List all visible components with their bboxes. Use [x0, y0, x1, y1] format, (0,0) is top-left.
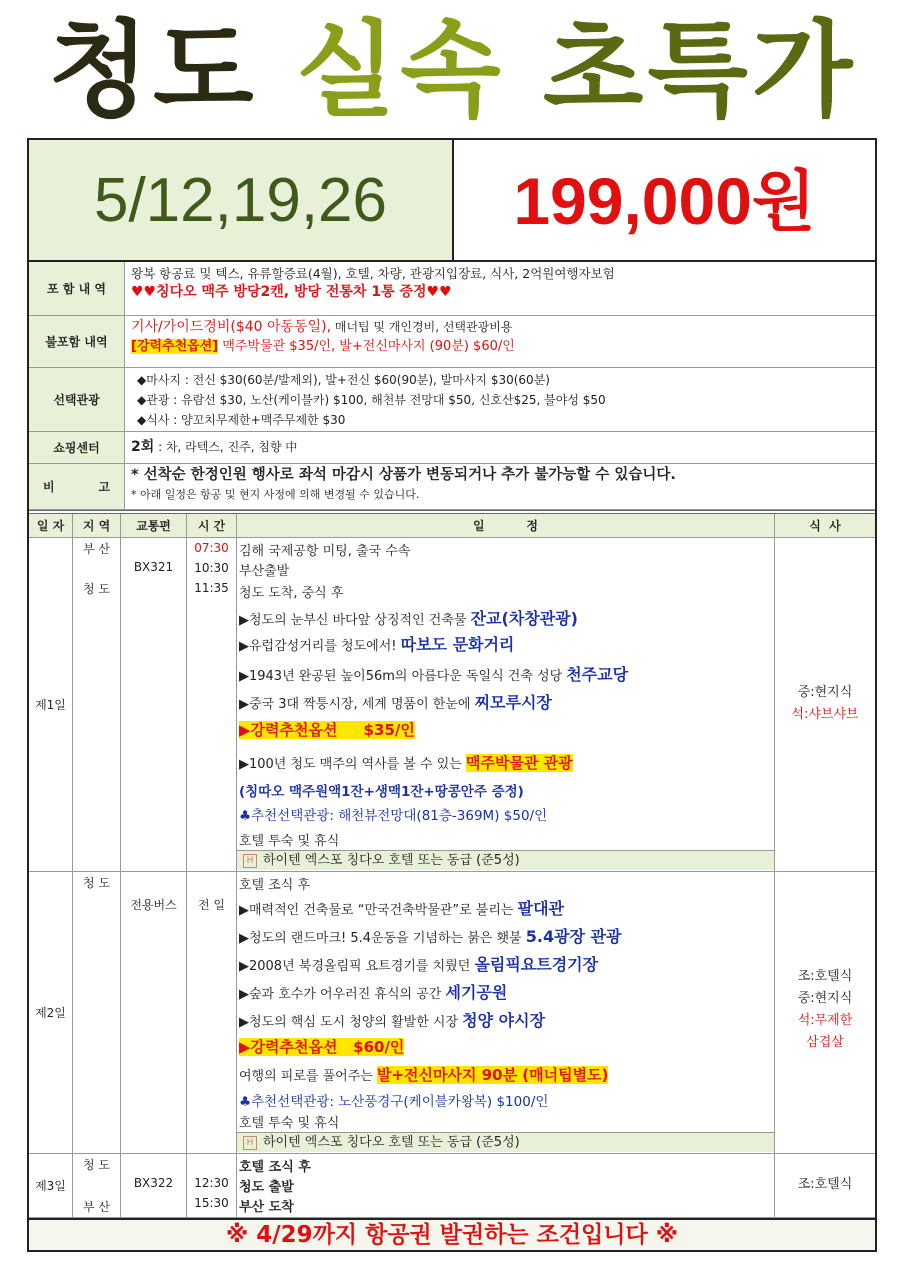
- day1-transport: [121, 538, 187, 872]
- d1-s9a: ▶100년 청도 맥주의 역사를 볼 수 있는: [239, 757, 466, 772]
- day2-time1: 전 일: [198, 898, 225, 912]
- d3-meal1: 조:호텔식: [797, 1177, 853, 1192]
- note-line1: * 선착순 한정인원 행사로 좌석 마감시 상품가 변동되거나 추가 불가능할 수 있습니다.: [131, 467, 676, 483]
- d1-s2: 부산출발: [239, 564, 290, 579]
- footer-notice: ※ 4/29까지 항공권 발권하는 조건입니다 ※: [29, 1218, 875, 1250]
- d2-hotel-text: 하이텐 엑스포 칭다오 호텔 또는 동급 (준5성): [263, 1135, 520, 1150]
- title-part2: 실속: [295, 9, 505, 131]
- d3-meal: [775, 1174, 875, 1196]
- page-title: [0, 0, 905, 140]
- d2-s6b: 청양 야시장: [462, 1011, 546, 1030]
- th-time: 시 간: [187, 514, 237, 538]
- day1-time2: 10:30: [194, 561, 229, 575]
- note-label: [29, 464, 125, 510]
- exclude-rest: 매너팁 및 개인경비, 선택관광비용: [331, 320, 513, 334]
- option-massage: ◆마사지 : 전신 $30(60분/발제외), 발+전신 $60(90분), 발마사지 $30(60분): [137, 373, 550, 387]
- include-label: 포 함 내 역: [29, 262, 125, 316]
- day3-place: [73, 1154, 121, 1218]
- d1-s11: [239, 804, 547, 824]
- d1-hotel-text: 하이텐 엑스포 칭다오 호텔 또는 동급 (준5성): [263, 853, 520, 868]
- d2-s3b: 5.4광장 관광: [525, 927, 622, 946]
- d2-s10: 호텔 투숙 및 휴식: [239, 1116, 340, 1131]
- d2-s9: [239, 1090, 548, 1110]
- exclude-label: 불포함 내역: [29, 316, 125, 368]
- d1-s5a: ▶유럽감성거리를 청도에서!: [239, 639, 401, 654]
- d2-s8b: 발+전신마사지 90분 (매너팁별도): [376, 1066, 609, 1084]
- d2-s5a: ▶숲과 호수가 어우러진 휴식의 공간: [239, 987, 446, 1002]
- title-part3: 초특가: [542, 9, 857, 131]
- include-line1: 왕복 항공료 및 텍스, 유류할증료(4월), 호텔, 차량, 관광지입장료, 식사, 2억원여행자보험: [131, 266, 615, 281]
- day2-place1: 청 도: [83, 876, 110, 890]
- note-value: [125, 464, 875, 510]
- dates-text: 5/12,19,26: [93, 166, 388, 235]
- d3-s3: 부산 도착: [239, 1200, 294, 1215]
- d2-s8a: 여행의 피로를 풀어주는: [239, 1069, 377, 1084]
- d1-s9: [239, 752, 573, 773]
- note-line2: * 아래 일정은 항공 및 현지 사정에 의해 변경될 수 있습니다.: [131, 488, 420, 501]
- d2-s2b: 팔대관: [517, 899, 564, 918]
- d3-s1: 호텔 조식 후: [239, 1160, 311, 1175]
- d2-s4b: 올림픽요트경기장: [474, 955, 599, 974]
- d1-s6: [239, 662, 628, 685]
- d2-s1: 호텔 조식 후: [239, 878, 311, 893]
- exclude-option-rest: 맥주박물관 $35/인, 발+전신마사지 (90분) $60/인: [218, 339, 515, 354]
- option-tour: ◆관광 : 유람선 $30, 노산(케이블카) $100, 해천뷰 전망대 $50, 신호산$25, 불야성 $50: [137, 393, 606, 407]
- day3-label: 제3일: [29, 1154, 73, 1218]
- shopping-count: 2회: [131, 439, 155, 455]
- option-value: [125, 368, 875, 432]
- d2-s3a: ▶청도의 랜드마크! 5.4운동을 기념하는 붉은 횃불: [239, 931, 526, 946]
- d2-s2: [239, 896, 564, 919]
- th-transport: 교통편: [121, 514, 187, 538]
- shopping-label: 쇼핑센터: [29, 432, 125, 464]
- d2-s5: [239, 980, 507, 1003]
- d1-s5: [239, 632, 514, 655]
- d2-s8: [239, 1064, 608, 1085]
- shopping-rest: : 차, 라텍스, 진주, 침향 中: [154, 440, 298, 454]
- day1-place: [73, 538, 121, 872]
- d2-s6a: ▶청도의 핵심 도시 청양의 활발한 시장: [239, 1015, 463, 1030]
- d1-s11-text: ♣추천선택관광: 해천뷰전망대(81층-369M) $50/인: [239, 808, 548, 824]
- d2-meal3: 석:무제한: [797, 1013, 853, 1028]
- d1-hotel: [237, 850, 774, 870]
- d1-s7: [239, 690, 552, 713]
- day3-place1: 청 도: [83, 1158, 110, 1172]
- include-line2: ♥♥칭다오 맥주 방당2캔, 방당 전통차 1통 증정♥♥: [131, 284, 452, 300]
- d1-s5b: 따보도 문화거리: [400, 635, 515, 654]
- d2-s3: [239, 924, 621, 947]
- hotel-icon: H: [243, 854, 257, 868]
- d1-s7a: ▶중국 3대 짝퉁시장, 세계 명품이 한눈에: [239, 697, 475, 712]
- d1-s12: 호텔 투숙 및 휴식: [239, 834, 340, 849]
- d2-s6: [239, 1008, 545, 1031]
- day3-time2: 15:30: [194, 1196, 229, 1210]
- d1-s9b: 맥주박물관 관광: [466, 754, 573, 772]
- d1-s1: 김해 국제공항 미팅, 출국 수속: [239, 544, 411, 559]
- d2-s9-text: ♣추천선택관광: 노산풍경구(케이블카왕복) $100/인: [239, 1094, 549, 1110]
- exclude-value: [125, 316, 875, 368]
- day1-flight: BX321: [133, 560, 174, 574]
- d2-s4a: ▶2008년 북경올림픽 요트경기를 치뤘던: [239, 959, 475, 974]
- shopping-value: [125, 432, 875, 464]
- d2-option: ▶강력추천옵션 $60/인: [239, 1038, 405, 1056]
- exclude-option-tag: [강력추천옵션]: [131, 339, 219, 354]
- d1-option: ▶강력추천옵션 $35/인: [239, 721, 415, 739]
- d1-s10: (칭따오 맥주원액1잔+생맥1잔+땅콩안주 증정): [239, 784, 524, 800]
- departure-dates: [29, 140, 454, 262]
- d1-meal: [775, 682, 875, 726]
- day3-flight: BX322: [133, 1176, 174, 1190]
- d1-s6b: 천주교당: [566, 665, 629, 684]
- tour-sheet: [27, 138, 877, 1252]
- d1-meal2: 석:샤브샤브: [791, 707, 859, 722]
- include-value: [125, 262, 875, 316]
- title-part1: 청도: [48, 9, 258, 131]
- day3-time1: 12:30: [194, 1176, 229, 1190]
- d1-s3: 청도 도착, 중식 후: [239, 586, 344, 601]
- day2-place: [73, 872, 121, 1154]
- day2-time: [187, 872, 237, 1154]
- option-meal: ◆식사 : 양꼬치무제한+맥주무제한 $30: [137, 413, 346, 427]
- day2-bus: 전용버스: [130, 898, 177, 912]
- day3-schedule-cell: [237, 1154, 775, 1218]
- day1-place2: 청 도: [83, 582, 110, 596]
- th-day: 일 자: [29, 514, 73, 538]
- d1-s4b: 잔교(차창관광): [470, 609, 578, 628]
- d2-s5b: 세기공원: [445, 983, 508, 1002]
- d2-meal4: 삼겹살: [806, 1035, 844, 1050]
- d1-s7b: 찌모루시장: [474, 693, 552, 712]
- d2-s7: [239, 1036, 404, 1057]
- exclude-fee: 기사/가이드경비($40 아동동일),: [131, 319, 332, 335]
- day1-time3: 11:35: [194, 581, 229, 595]
- d1-meal1: 중:현지식: [797, 685, 853, 700]
- day3-time: [187, 1154, 237, 1218]
- option-label: 선택관광: [29, 368, 125, 432]
- d2-meal: [775, 966, 875, 1054]
- hotel-icon: H: [243, 1136, 257, 1150]
- th-schedule: 일 정: [237, 514, 775, 538]
- d1-s6a: ▶1943년 완공된 높이56m의 아름다운 독일식 건축 성당: [239, 669, 567, 684]
- day1-place1: 부 산: [83, 542, 110, 556]
- day1-time1: 07:30: [194, 541, 229, 555]
- price-text: 199,000원: [513, 164, 816, 238]
- d2-s2a: ▶매력적인 건축물로 “만국건축박물관”로 불리는: [239, 903, 518, 918]
- d2-meal2: 중:현지식: [797, 991, 853, 1006]
- day2-transport: [121, 872, 187, 1154]
- day1-time: [187, 538, 237, 872]
- day1-label: 제1일: [29, 538, 73, 872]
- d1-s8: [239, 719, 415, 740]
- day3-transport: [121, 1154, 187, 1218]
- day3-place2: 부 산: [83, 1200, 110, 1214]
- note-label-2: 고: [98, 480, 110, 494]
- d3-s2: 청도 출발: [239, 1180, 294, 1195]
- note-label-1: 비: [43, 480, 55, 494]
- d1-s4a: ▶청도의 눈부신 바다앞 상징적인 건축물: [239, 613, 471, 628]
- th-meal: 식 사: [775, 514, 875, 538]
- th-place: 지 역: [73, 514, 121, 538]
- d2-s4: [239, 952, 598, 975]
- d2-hotel: [237, 1132, 774, 1152]
- price-box: [454, 140, 875, 262]
- d2-meal1: 조:호텔식: [797, 969, 853, 984]
- d1-s4: [239, 606, 578, 629]
- day2-label: 제2일: [29, 872, 73, 1154]
